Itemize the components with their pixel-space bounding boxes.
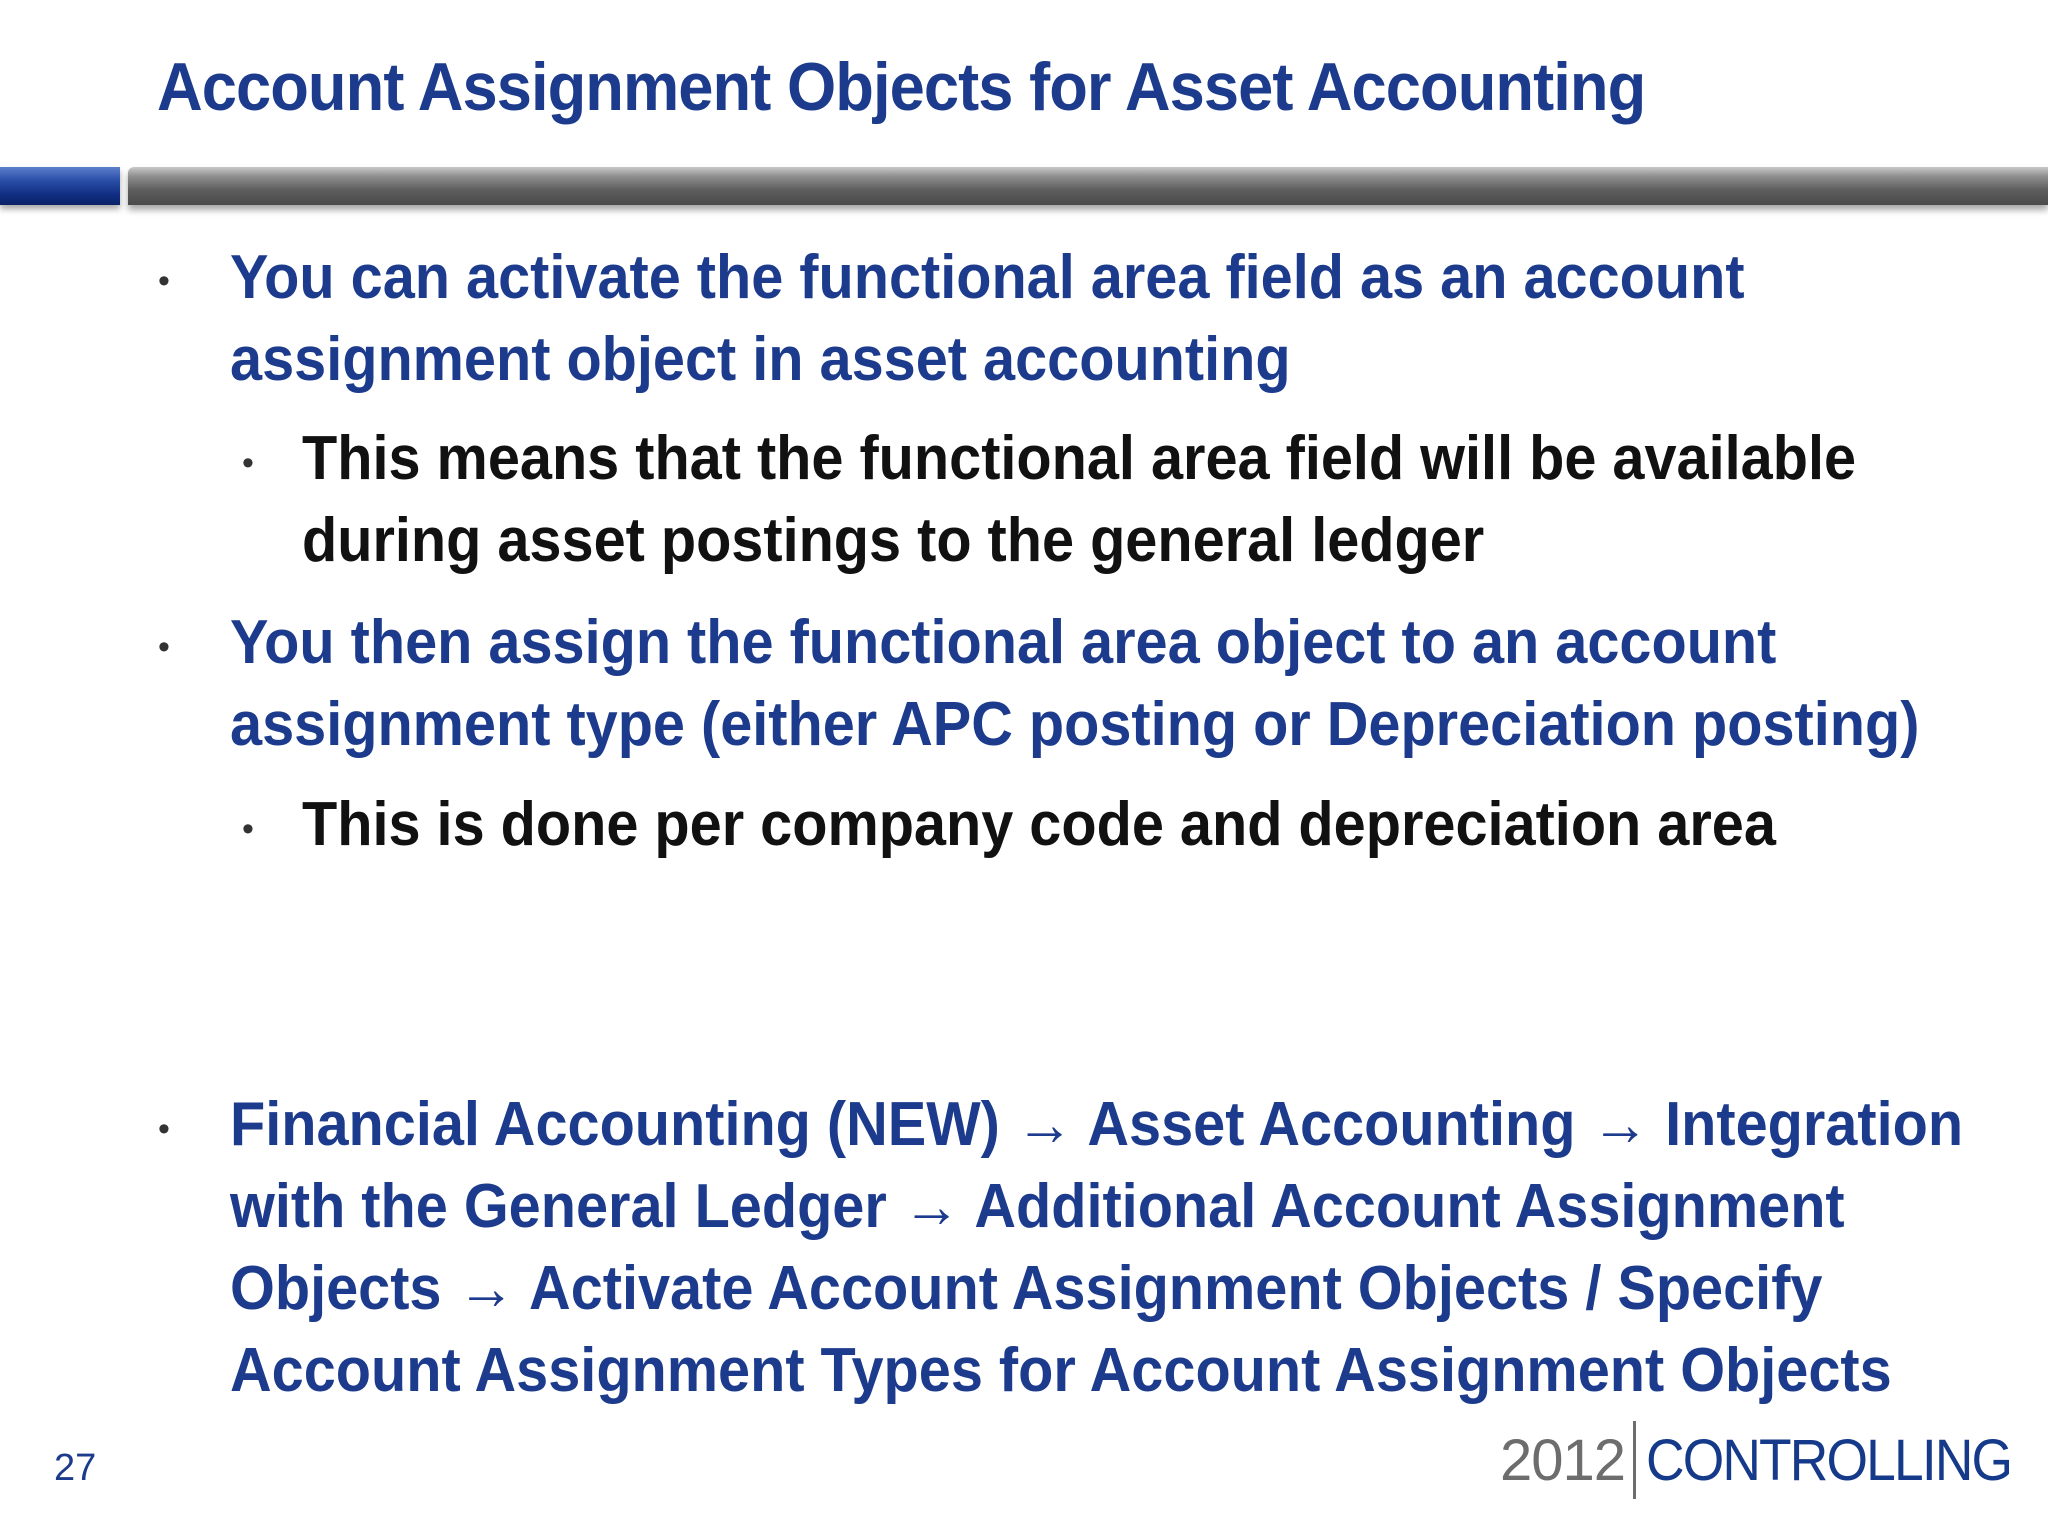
page-number: 27 [54, 1447, 97, 1489]
bullet-1-line-2: assignment object in asset accounting [230, 325, 1291, 394]
menu-path-line-4: Account Assignment Types for Account Assignment Objects [230, 1336, 1892, 1405]
menu-path-line-1: Financial Accounting (NEW) → Asset Accounting → Integration [230, 1090, 1964, 1159]
sub-bullet-1-line-1: This means that the functional area field will be available [302, 424, 1857, 493]
sub-bullet-marker: • [242, 810, 254, 848]
logo-word: CONTROLLING [1646, 1427, 2012, 1493]
title-divider-bar [128, 167, 2048, 205]
sub-bullet-1-line-2: during asset postings to the general ledger [302, 506, 1485, 575]
bullet-marker: • [158, 262, 170, 300]
bullet-2-line-1: You then assign the functional area object to an account [230, 608, 1777, 677]
slide-title: Account Assignment Objects for Asset Accounting [157, 49, 1646, 125]
bullet-2-line-2: assignment type (either APC posting or Depreciation posting) [230, 690, 1920, 759]
sub-bullet-marker: • [242, 444, 254, 482]
controlling-2012-logo [1500, 1420, 2043, 1500]
title-accent-bar [0, 167, 120, 205]
logo-divider [1633, 1421, 1636, 1499]
menu-path-line-2: with the General Ledger → Additional Account Assignment [230, 1172, 1845, 1241]
bullet-1-line-1: You can activate the functional area field as an account [230, 243, 1745, 312]
menu-path-line-3: Objects → Activate Account Assignment Objects / Specify [230, 1254, 1823, 1323]
bullet-marker: • [158, 628, 170, 666]
sub-bullet-2-line-1: This is done per company code and depreciation area [302, 790, 1776, 859]
logo-year: 2012 [1500, 1427, 1626, 1493]
bullet-marker: • [158, 1110, 170, 1148]
